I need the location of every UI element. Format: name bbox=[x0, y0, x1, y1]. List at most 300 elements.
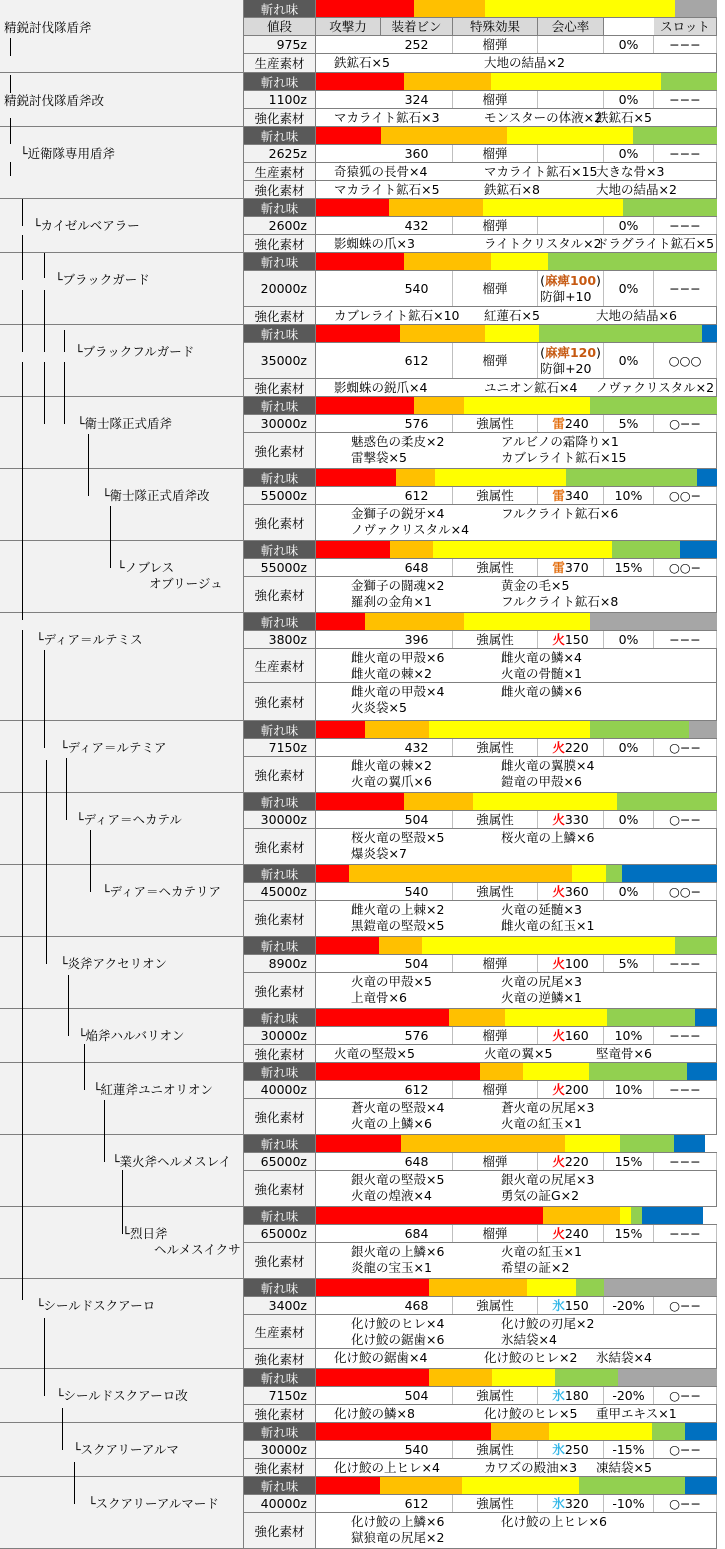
weapon-name[interactable] bbox=[93, 1082, 213, 1098]
element-icon[interactable]: 氷 bbox=[552, 1442, 565, 1457]
material-item[interactable]: 勇気の証G×2 bbox=[501, 1188, 580, 1203]
sharpness-yellow[interactable] bbox=[485, 0, 675, 17]
affinity-value[interactable]: 0% bbox=[604, 36, 654, 53]
price-value[interactable]: 3800z bbox=[244, 631, 316, 648]
sharpness-bar[interactable] bbox=[316, 397, 717, 414]
material-item[interactable]: 火竜の上鱗×6 bbox=[351, 1116, 432, 1131]
weapon-name[interactable] bbox=[36, 1298, 155, 1314]
element-value[interactable]: 150 bbox=[564, 1298, 589, 1313]
slot-value[interactable]: −−− bbox=[654, 1225, 717, 1242]
material-item[interactable]: 火竜の延髄×3 bbox=[501, 902, 582, 917]
weapon-stats-block[interactable] bbox=[243, 253, 717, 325]
material-item[interactable]: 大きな骨×3 bbox=[596, 164, 665, 179]
stats-row[interactable] bbox=[244, 343, 717, 379]
element-value[interactable]: 150 bbox=[564, 632, 589, 647]
attack-value[interactable]: 432 bbox=[381, 217, 453, 234]
sharpness-blue[interactable] bbox=[695, 1009, 717, 1026]
materials-label[interactable]: 強化素材 bbox=[244, 379, 316, 396]
tree-line[interactable] bbox=[84, 1044, 85, 1090]
phial-type[interactable]: 強属性 bbox=[453, 1387, 538, 1404]
weapon-name[interactable] bbox=[4, 20, 92, 36]
slot-value[interactable]: −−− bbox=[654, 1027, 717, 1044]
sharpness-orange[interactable] bbox=[404, 253, 492, 270]
weapon-name-text[interactable]: スクアリーアルマード bbox=[95, 1496, 219, 1511]
material-item[interactable]: 化け鮫のヒレ×2 bbox=[484, 1350, 578, 1365]
element-value[interactable]: 250 bbox=[564, 1442, 589, 1457]
tree-line[interactable] bbox=[88, 434, 89, 496]
price-value[interactable]: 30000z bbox=[244, 811, 316, 828]
materials-list[interactable] bbox=[316, 683, 717, 720]
element-value[interactable]: 100 bbox=[564, 956, 589, 971]
materials-row[interactable] bbox=[244, 901, 717, 937]
materials-list[interactable] bbox=[316, 181, 717, 198]
weapon-name[interactable] bbox=[60, 740, 167, 756]
weapon-name-text[interactable]: 近衛隊専用盾斧 bbox=[27, 146, 116, 161]
sharpness-red[interactable] bbox=[316, 937, 379, 954]
sharpness-label[interactable]: 斬れ味 bbox=[244, 469, 316, 486]
material-item[interactable]: 火竜の甲殻×5 bbox=[351, 974, 432, 989]
material-item[interactable]: 化け鮫のヒレ×4 bbox=[351, 1316, 445, 1331]
sharpness-row[interactable] bbox=[244, 199, 717, 217]
materials-label[interactable]: 強化素材 bbox=[244, 307, 316, 324]
paralysis-value[interactable]: 麻痺120 bbox=[544, 344, 597, 360]
material-item[interactable]: 奇猿狐の長骨×4 bbox=[334, 164, 428, 179]
materials-list[interactable] bbox=[316, 1349, 717, 1368]
sharpness-yellow[interactable] bbox=[483, 199, 624, 216]
materials-list[interactable] bbox=[316, 1405, 717, 1422]
sharpness-green[interactable] bbox=[633, 127, 717, 144]
element-icon[interactable]: 火 bbox=[552, 632, 565, 647]
material-item[interactable]: 金獅子の鋭牙×4 bbox=[351, 506, 445, 521]
tree-line[interactable] bbox=[64, 330, 65, 352]
attack-value[interactable]: 504 bbox=[381, 955, 453, 972]
materials-list[interactable] bbox=[316, 757, 717, 792]
material-item[interactable]: 銀火竜の尻尾×3 bbox=[501, 1172, 595, 1187]
weapon-stats-block[interactable] bbox=[243, 613, 717, 721]
element-icon[interactable]: 火 bbox=[552, 1028, 565, 1043]
weapon-name-text[interactable]: シールドスクアーロ改 bbox=[63, 1388, 188, 1403]
sharpness-red[interactable] bbox=[316, 199, 389, 216]
material-item[interactable]: 雌火竜の棘×2 bbox=[351, 758, 432, 773]
sharpness-red[interactable] bbox=[316, 253, 404, 270]
sharpness-red[interactable] bbox=[316, 793, 404, 810]
material-item[interactable]: 化け鮫のヒレ×5 bbox=[484, 1406, 578, 1421]
weapon-tree-cell[interactable] bbox=[0, 613, 243, 721]
weapon-name-text[interactable]: ディア＝ルテミア bbox=[67, 740, 167, 755]
material-item[interactable]: 雌火竜の翼膜×4 bbox=[501, 758, 595, 773]
sharpness-bar[interactable] bbox=[316, 1135, 717, 1152]
price-value[interactable]: 2625z bbox=[244, 145, 316, 162]
tree-corner[interactable]: └ bbox=[76, 812, 84, 827]
sharpness-yellow[interactable] bbox=[505, 1009, 606, 1026]
materials-list[interactable] bbox=[316, 1459, 717, 1476]
materials-row[interactable] bbox=[244, 307, 717, 325]
slot-value[interactable]: ○−− bbox=[654, 1495, 717, 1512]
weapon-tree-cell[interactable] bbox=[0, 253, 243, 325]
element-value[interactable]: 160 bbox=[564, 1028, 589, 1043]
slot-value[interactable]: ○○− bbox=[654, 883, 717, 900]
sharpness-orange[interactable] bbox=[480, 1063, 523, 1080]
tree-line[interactable] bbox=[10, 75, 11, 94]
sharpness-row[interactable] bbox=[244, 469, 717, 487]
special-effect[interactable] bbox=[538, 1441, 604, 1458]
sharpness-bar[interactable] bbox=[316, 0, 717, 17]
tree-line[interactable] bbox=[62, 1408, 63, 1450]
material-item[interactable]: 火竜の骨髄×1 bbox=[501, 666, 582, 681]
material-item[interactable]: 化け鮫の鋸歯×6 bbox=[351, 1332, 445, 1347]
materials-label[interactable]: 強化素材 bbox=[244, 1513, 316, 1548]
sharpness-label[interactable]: 斬れ味 bbox=[244, 937, 316, 954]
material-item[interactable]: 鉄鉱石×5 bbox=[334, 55, 390, 70]
weapon-stats-block[interactable] bbox=[243, 1477, 717, 1549]
element-value[interactable]: 240 bbox=[564, 416, 589, 431]
special-effect[interactable] bbox=[538, 955, 604, 972]
weapon-name[interactable] bbox=[78, 1028, 185, 1044]
affinity-value[interactable]: 5% bbox=[604, 955, 654, 972]
special-effect[interactable] bbox=[538, 1225, 604, 1242]
sharpness-label[interactable]: 斬れ味 bbox=[244, 0, 316, 17]
affinity-value[interactable]: 10% bbox=[604, 487, 654, 504]
weapon-name[interactable] bbox=[33, 218, 140, 234]
weapon-name-line-1[interactable]: 烈日斧 bbox=[130, 1226, 168, 1241]
phial-type[interactable]: 榴弾 bbox=[453, 271, 538, 306]
slot-value[interactable]: ○−− bbox=[654, 739, 717, 756]
sharpness-blue[interactable] bbox=[622, 865, 717, 882]
special-effect[interactable] bbox=[538, 271, 604, 306]
weapon-name[interactable] bbox=[102, 488, 210, 504]
phial-type[interactable]: 強属性 bbox=[453, 631, 538, 648]
tree-line[interactable] bbox=[22, 630, 23, 1300]
material-item[interactable]: 金獅子の闘魂×2 bbox=[351, 578, 445, 593]
sharpness-red[interactable] bbox=[316, 1369, 429, 1386]
sharpness-red[interactable] bbox=[316, 1135, 401, 1152]
weapon-tree-cell[interactable] bbox=[0, 865, 243, 937]
weapon-tree-cell[interactable] bbox=[0, 325, 243, 397]
sharpness-yellow[interactable] bbox=[422, 937, 675, 954]
sharpness-orange[interactable] bbox=[543, 1207, 620, 1224]
attack-value[interactable]: 252 bbox=[381, 36, 453, 53]
sharpness-orange[interactable] bbox=[414, 397, 463, 414]
weapon-name[interactable] bbox=[77, 416, 172, 432]
weapon-name[interactable] bbox=[56, 1388, 188, 1404]
weapon-name-line-2[interactable]: ヘルメスイクサ bbox=[154, 1242, 241, 1257]
materials-row[interactable] bbox=[244, 1405, 717, 1423]
attack-value[interactable]: 576 bbox=[381, 415, 453, 432]
tree-line[interactable] bbox=[44, 290, 45, 352]
element-icon[interactable]: 氷 bbox=[552, 1298, 565, 1313]
material-item[interactable]: 影蜘蛛の爪×3 bbox=[334, 236, 415, 251]
sharpness-orange[interactable] bbox=[491, 1423, 549, 1440]
materials-row[interactable] bbox=[244, 1099, 717, 1135]
sharpness-label[interactable]: 斬れ味 bbox=[244, 73, 316, 90]
stats-row[interactable] bbox=[244, 739, 717, 757]
stats-row[interactable] bbox=[244, 217, 717, 235]
material-item[interactable]: 雌火竜の紅玉×1 bbox=[501, 918, 595, 933]
slot-value[interactable]: −−− bbox=[654, 91, 717, 108]
special-effect[interactable] bbox=[538, 145, 604, 162]
sharpness-white[interactable] bbox=[705, 1135, 717, 1152]
attack-value[interactable]: 360 bbox=[381, 145, 453, 162]
affinity-value[interactable]: 5% bbox=[604, 415, 654, 432]
slot-value[interactable]: ○○− bbox=[654, 487, 717, 504]
sharpness-row[interactable] bbox=[244, 721, 717, 739]
sharpness-blue[interactable] bbox=[680, 541, 717, 558]
slot-value[interactable]: −−− bbox=[654, 631, 717, 648]
tree-line[interactable] bbox=[104, 1100, 105, 1162]
sharpness-orange[interactable] bbox=[429, 1369, 492, 1386]
price-value[interactable]: 7150z bbox=[244, 739, 316, 756]
attack-value[interactable]: 576 bbox=[381, 1027, 453, 1044]
price-value[interactable]: 3400z bbox=[244, 1297, 316, 1314]
stats-row[interactable] bbox=[244, 811, 717, 829]
materials-label[interactable]: 強化素材 bbox=[244, 1349, 316, 1368]
sharpness-label[interactable]: 斬れ味 bbox=[244, 1369, 316, 1386]
phial-type[interactable]: 榴弾 bbox=[453, 145, 538, 162]
slot-value[interactable]: −−− bbox=[654, 271, 717, 306]
material-item[interactable]: 凍結袋×5 bbox=[596, 1460, 652, 1475]
weapon-stats-block[interactable] bbox=[243, 1423, 717, 1477]
special-effect[interactable] bbox=[538, 1081, 604, 1098]
materials-label[interactable]: 生産素材 bbox=[244, 54, 316, 72]
phial-type[interactable]: 強属性 bbox=[453, 1297, 538, 1314]
phial-type[interactable]: 強属性 bbox=[453, 415, 538, 432]
sharpness-green[interactable] bbox=[623, 199, 717, 216]
sharpness-bar[interactable] bbox=[316, 127, 717, 144]
materials-list[interactable] bbox=[316, 1315, 717, 1348]
tree-line[interactable] bbox=[22, 290, 23, 352]
stats-row[interactable] bbox=[244, 1495, 717, 1513]
tree-corner[interactable]: └ bbox=[33, 218, 41, 233]
weapon-tree-cell[interactable] bbox=[0, 721, 243, 793]
sharpness-blue[interactable] bbox=[674, 1135, 704, 1152]
material-item[interactable]: 氷結袋×4 bbox=[596, 1350, 652, 1365]
price-value[interactable]: 975z bbox=[244, 36, 316, 53]
materials-row[interactable] bbox=[244, 1349, 717, 1369]
phial-type[interactable]: 強属性 bbox=[453, 1495, 538, 1512]
materials-list[interactable] bbox=[316, 307, 717, 324]
special-effect[interactable] bbox=[538, 811, 604, 828]
weapon-stats-block[interactable] bbox=[243, 469, 717, 541]
sharpness-orange[interactable] bbox=[404, 73, 492, 90]
slot-value[interactable]: −−− bbox=[654, 1153, 717, 1170]
price-value[interactable]: 65000z bbox=[244, 1153, 316, 1170]
special-effect[interactable] bbox=[538, 91, 604, 108]
slot-value[interactable]: ○−− bbox=[654, 415, 717, 432]
sharpness-row[interactable] bbox=[244, 253, 717, 271]
weapon-name-text[interactable]: 焔斧ハルバリオン bbox=[85, 1028, 185, 1043]
material-item[interactable]: 雌火竜の棘×2 bbox=[351, 666, 432, 681]
element-value[interactable]: 200 bbox=[564, 1082, 589, 1097]
sharpness-red[interactable] bbox=[316, 0, 414, 17]
sharpness-red[interactable] bbox=[316, 1423, 491, 1440]
tree-corner[interactable]: └ bbox=[55, 272, 63, 287]
special-effect[interactable] bbox=[538, 36, 604, 53]
weapon-tree-cell[interactable] bbox=[0, 127, 243, 199]
stats-row[interactable] bbox=[244, 1027, 717, 1045]
sharpness-row[interactable] bbox=[244, 1369, 717, 1387]
element-value[interactable]: 330 bbox=[564, 812, 589, 827]
material-item[interactable]: 獄狼竜の尻尾×2 bbox=[351, 1530, 445, 1545]
price-value[interactable]: 40000z bbox=[244, 1495, 316, 1512]
sharpness-red[interactable] bbox=[316, 469, 396, 486]
element-icon[interactable]: 火 bbox=[552, 740, 565, 755]
sharpness-row[interactable] bbox=[244, 1063, 717, 1081]
sharpness-bar[interactable] bbox=[316, 1423, 717, 1440]
sharpness-row[interactable] bbox=[244, 1207, 717, 1225]
header-1[interactable]: 攻撃力 bbox=[316, 18, 381, 35]
material-item[interactable]: 炎龍の宝玉×1 bbox=[351, 1260, 432, 1275]
material-item[interactable]: ノヴァクリスタル×4 bbox=[351, 522, 470, 537]
material-item[interactable]: 化け鮫の上ヒレ×6 bbox=[501, 1514, 607, 1529]
sharpness-label[interactable]: 斬れ味 bbox=[244, 1009, 316, 1026]
weapon-name[interactable] bbox=[75, 344, 194, 360]
weapon-stats-block[interactable] bbox=[243, 0, 717, 73]
weapon-stats-block[interactable] bbox=[243, 541, 717, 613]
special-effect[interactable] bbox=[538, 1027, 604, 1044]
sharpness-row[interactable] bbox=[244, 613, 717, 631]
tree-line[interactable] bbox=[66, 758, 67, 820]
material-item[interactable]: 雷撃袋×5 bbox=[351, 450, 407, 465]
material-item[interactable]: 鉄鉱石×5 bbox=[596, 110, 652, 125]
element-icon[interactable]: 雷 bbox=[552, 488, 565, 503]
weapon-tree-cell[interactable] bbox=[0, 397, 243, 469]
materials-row[interactable] bbox=[244, 1315, 717, 1349]
stats-row[interactable] bbox=[244, 559, 717, 577]
material-item[interactable]: 雌火竜の甲殻×6 bbox=[351, 650, 445, 665]
tree-line[interactable] bbox=[44, 253, 45, 278]
material-item[interactable]: マカライト鉱石×3 bbox=[334, 110, 440, 125]
material-item[interactable]: フルクライト鉱石×8 bbox=[501, 594, 619, 609]
materials-label[interactable]: 強化素材 bbox=[244, 1243, 316, 1278]
phial-type[interactable]: 強属性 bbox=[453, 739, 538, 756]
sharpness-label[interactable]: 斬れ味 bbox=[244, 613, 316, 630]
materials-label[interactable]: 強化素材 bbox=[244, 1171, 316, 1206]
weapon-stats-block[interactable] bbox=[243, 1279, 717, 1369]
sharpness-yellow[interactable] bbox=[462, 1477, 579, 1494]
weapon-stats-block[interactable] bbox=[243, 199, 717, 253]
affinity-value[interactable]: 0% bbox=[604, 145, 654, 162]
sharpness-label[interactable]: 斬れ味 bbox=[244, 541, 316, 558]
materials-row[interactable] bbox=[244, 649, 717, 683]
element-value[interactable]: 180 bbox=[564, 1388, 589, 1403]
sharpness-bar[interactable] bbox=[316, 1207, 717, 1224]
phial-type[interactable]: 強属性 bbox=[453, 811, 538, 828]
material-item[interactable]: 蒼火竜の堅殻×4 bbox=[351, 1100, 445, 1115]
affinity-value[interactable]: -20% bbox=[604, 1297, 654, 1314]
material-item[interactable]: 桜火竜の堅殻×5 bbox=[351, 830, 445, 845]
material-item[interactable]: 上竜骨×6 bbox=[351, 990, 407, 1005]
sharpness-green[interactable] bbox=[566, 469, 697, 486]
sharpness-row[interactable] bbox=[244, 1477, 717, 1495]
attack-value[interactable]: 648 bbox=[381, 1153, 453, 1170]
material-item[interactable]: 火竜の翼爪×6 bbox=[351, 774, 432, 789]
weapon-name-line-2[interactable]: オブリージュ bbox=[149, 576, 223, 591]
tree-corner[interactable]: └ bbox=[56, 1388, 64, 1403]
tree-corner[interactable]: └ bbox=[73, 1442, 81, 1457]
sharpness-orange[interactable] bbox=[396, 469, 436, 486]
sharpness-green[interactable] bbox=[612, 541, 680, 558]
weapon-name[interactable] bbox=[88, 1496, 219, 1512]
element-icon[interactable]: 火 bbox=[552, 1154, 565, 1169]
materials-list[interactable] bbox=[316, 577, 717, 612]
slot-value[interactable]: ○○− bbox=[654, 559, 717, 576]
special-effect[interactable] bbox=[538, 217, 604, 234]
sharpness-label[interactable]: 斬れ味 bbox=[244, 1063, 316, 1080]
material-item[interactable]: 火竜の煌液×4 bbox=[351, 1188, 432, 1203]
weapon-name[interactable] bbox=[55, 272, 150, 288]
attack-value[interactable]: 324 bbox=[381, 91, 453, 108]
sharpness-green[interactable] bbox=[589, 1063, 686, 1080]
sharpness-label[interactable]: 斬れ味 bbox=[244, 1207, 316, 1224]
sharpness-orange[interactable] bbox=[365, 721, 428, 738]
weapon-tree-cell[interactable] bbox=[0, 1477, 243, 1549]
special-effect[interactable] bbox=[538, 1387, 604, 1404]
tree-corner[interactable]: └ bbox=[60, 956, 68, 971]
price-value[interactable]: 2600z bbox=[244, 217, 316, 234]
tree-corner[interactable]: └ bbox=[36, 1298, 44, 1313]
weapon-name-text[interactable]: 炎斧アクセリオン bbox=[67, 956, 168, 971]
weapon-tree-cell[interactable] bbox=[0, 1063, 243, 1135]
tree-line[interactable] bbox=[122, 1170, 123, 1234]
tree-line[interactable] bbox=[44, 362, 45, 424]
slot-value[interactable]: −−− bbox=[654, 955, 717, 972]
attack-value[interactable]: 540 bbox=[381, 883, 453, 900]
materials-label[interactable]: 生産素材 bbox=[244, 163, 316, 180]
sharpness-row[interactable] bbox=[244, 541, 717, 559]
material-item[interactable]: 火竜の翼×5 bbox=[484, 1046, 553, 1061]
material-item[interactable]: 雌火竜の鱗×6 bbox=[501, 684, 582, 699]
weapon-tree-cell[interactable] bbox=[0, 937, 243, 1009]
phial-type[interactable]: 榴弾 bbox=[453, 955, 538, 972]
attack-value[interactable]: 612 bbox=[381, 343, 453, 378]
sharpness-label[interactable]: 斬れ味 bbox=[244, 199, 316, 216]
stats-row[interactable] bbox=[244, 271, 717, 307]
material-item[interactable]: 堅竜骨×6 bbox=[596, 1046, 652, 1061]
stats-row[interactable] bbox=[244, 1153, 717, 1171]
materials-label[interactable]: 生産素材 bbox=[244, 649, 316, 682]
header-2[interactable]: 装着ビン bbox=[381, 18, 453, 35]
header-0[interactable]: 値段 bbox=[244, 18, 316, 35]
weapon-stats-block[interactable] bbox=[243, 325, 717, 397]
material-item[interactable]: カワズの殿油×3 bbox=[484, 1460, 578, 1475]
materials-row[interactable] bbox=[244, 379, 717, 397]
weapon-name-text[interactable]: ディア＝ヘカテリア bbox=[109, 884, 222, 899]
materials-row[interactable] bbox=[244, 109, 717, 127]
sharpness-red[interactable] bbox=[316, 1207, 543, 1224]
weapon-name-text[interactable]: ディア＝ヘカテル bbox=[83, 812, 182, 827]
materials-row[interactable] bbox=[244, 1045, 717, 1063]
special-effect[interactable] bbox=[538, 487, 604, 504]
sharpness-green[interactable] bbox=[555, 1369, 618, 1386]
weapon-name[interactable] bbox=[4, 93, 104, 109]
weapon-stats-block[interactable] bbox=[243, 397, 717, 469]
attack-value[interactable]: 504 bbox=[381, 811, 453, 828]
stats-row[interactable] bbox=[244, 955, 717, 973]
element-value[interactable]: 240 bbox=[564, 1226, 589, 1241]
element-value[interactable]: 220 bbox=[564, 740, 589, 755]
phial-type[interactable]: 強属性 bbox=[453, 883, 538, 900]
price-value[interactable]: 45000z bbox=[244, 883, 316, 900]
weapon-name-line-1[interactable]: ノブレス bbox=[125, 560, 175, 575]
slot-value[interactable]: −−− bbox=[654, 36, 717, 53]
materials-list[interactable] bbox=[316, 379, 717, 396]
paralysis-value[interactable]: 麻痺100 bbox=[544, 272, 597, 288]
phial-type[interactable]: 榴弾 bbox=[453, 343, 538, 378]
weapon-name-text[interactable]: スクアリーアルマ bbox=[80, 1442, 179, 1457]
materials-row[interactable] bbox=[244, 1513, 717, 1549]
attack-value[interactable]: 648 bbox=[381, 559, 453, 576]
materials-label[interactable]: 強化素材 bbox=[244, 505, 316, 540]
